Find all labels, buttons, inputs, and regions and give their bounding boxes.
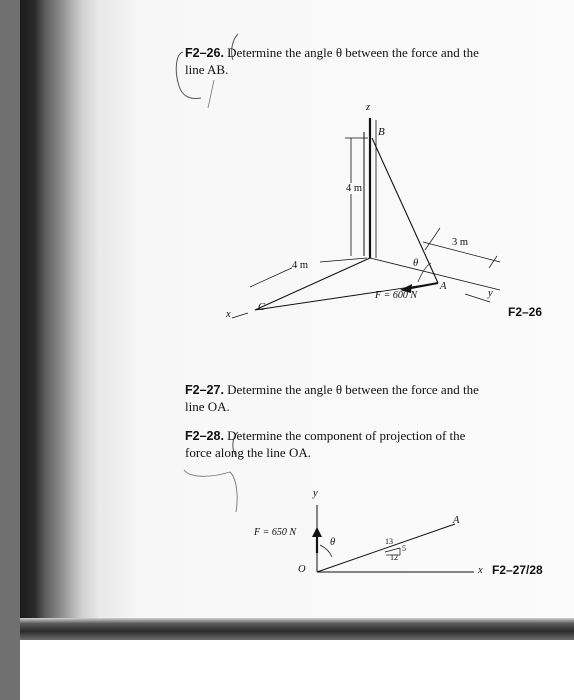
- figure-f2-26: [232, 118, 500, 318]
- label-5: 5: [402, 544, 406, 553]
- problem-f2-27: [185, 382, 555, 398]
- problem-number: F2–26.: [185, 46, 224, 60]
- label-z: z: [366, 102, 371, 113]
- dimension-tick: [489, 256, 497, 268]
- pen-mark-small: [208, 80, 214, 108]
- label-x: x: [478, 565, 483, 576]
- y-axis-line: [370, 258, 500, 290]
- slope-hyp: [385, 548, 400, 552]
- label-a: A: [440, 281, 447, 292]
- pen-mark: [184, 470, 237, 512]
- label-y: y: [488, 288, 493, 299]
- label-a: A: [453, 515, 460, 526]
- x-dimension: [320, 258, 367, 262]
- x-axis-line: [255, 258, 370, 310]
- problem-f2-26: [185, 45, 555, 61]
- label-force: F = 650 N: [254, 527, 297, 538]
- problem-text: Determine the angle θ between the force and the: [227, 382, 479, 397]
- label-theta: θ: [330, 537, 336, 548]
- label-12: 12: [390, 553, 398, 562]
- figure-caption-f2-26: F2–26: [508, 305, 543, 319]
- line-oa: [317, 524, 455, 572]
- problem-number: F2–28.: [185, 429, 224, 443]
- x-axis-tail: [232, 313, 248, 318]
- figure-caption-f2-27-28: F2–27/28: [492, 563, 543, 577]
- label-13: 13: [385, 537, 393, 546]
- label-b: B: [378, 126, 385, 138]
- label-height: 4 m: [346, 183, 363, 194]
- label-y: y: [313, 488, 318, 499]
- problem-f2-28: [185, 428, 555, 444]
- label-4m-x: 4 m: [292, 260, 309, 271]
- label-force: F = 600 N: [375, 290, 418, 301]
- label-c: C: [258, 302, 266, 313]
- problem-f2-28-cont: force along the line OA.: [185, 445, 311, 460]
- y-axis-tail: [465, 294, 490, 302]
- label-o: O: [298, 564, 306, 575]
- x-dimension: [250, 266, 296, 287]
- problem-f2-27-cont: line OA.: [185, 399, 230, 414]
- problem-text: Determine the angle θ between the force and the: [227, 45, 479, 60]
- problem-text: Determine the component of projection of the: [227, 428, 466, 443]
- dimension-tick: [425, 228, 440, 250]
- label-x: x: [226, 309, 231, 320]
- label-theta: θ: [413, 258, 419, 269]
- arrowhead: [312, 527, 322, 537]
- label-3m: 3 m: [452, 237, 469, 248]
- problem-number: F2–27.: [185, 383, 224, 397]
- problem-f2-26-cont: line AB.: [185, 62, 229, 77]
